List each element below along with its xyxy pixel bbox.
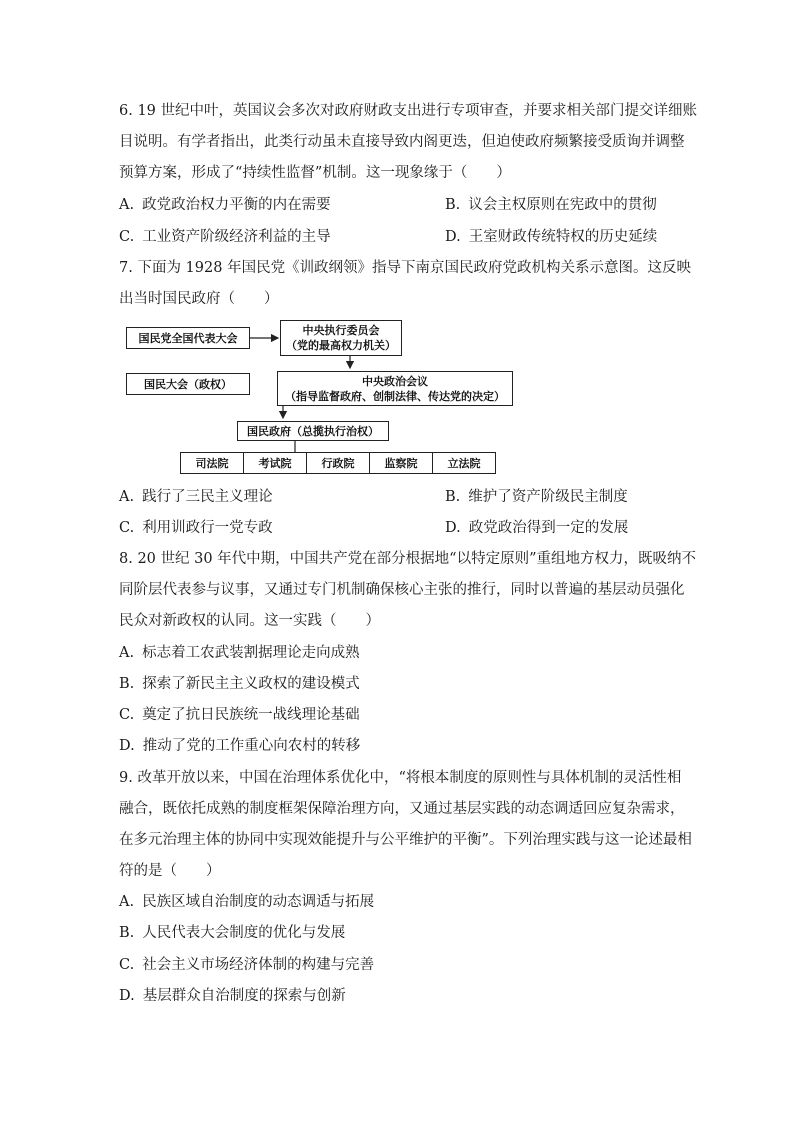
q7-option-d: D. 政党政治得到一定的发展	[445, 520, 629, 536]
q6-option-b: B. 议会主权原则在宪政中的贯彻	[445, 197, 657, 213]
q9-option-a: A. 民族区域自治制度的动态调适与拓展	[119, 894, 375, 910]
box-central-executive-committee: 中央执行委员会 （党的最高权力机关）	[280, 320, 402, 356]
q7-stem-line-2: 出当时国民政府（ ）	[119, 291, 279, 307]
box-control-yuan: 监察院	[370, 452, 433, 474]
q6-stem-line-3: 预算方案，形成了“持续性监督”机制。这一现象缘于（ ）	[119, 165, 511, 181]
q6-option-d: D. 王室财政传统特权的历史延续	[445, 229, 658, 245]
q9-stem-line-3: 在多元治理主体的协同中实现效能提升与公平维护的平衡”。下列治理实践与这一论述最相	[119, 832, 692, 848]
box-citizens-congress: 国民大会（政权）	[126, 373, 250, 395]
q7-option-c: C. 利用训政行一党专政	[119, 520, 273, 536]
q9-option-b: B. 人民代表大会制度的优化与发展	[119, 925, 346, 941]
q9-option-c: C. 社会主义市场经济体制的构建与完善	[119, 957, 375, 973]
q8-option-c: C. 奠定了抗日民族统一战线理论基础	[119, 707, 360, 723]
q8-option-d: D. 推动了党的工作重心向农村的转移	[119, 738, 361, 754]
q9-stem-line-4: 符的是（ ）	[119, 863, 221, 879]
q8-stem-line-1: 8. 20 世纪 30 年代中期，中国共产党在部分根据地“以特定原则”重组地方权力，既吸纳不	[119, 551, 696, 567]
five-yuan-row	[180, 452, 496, 474]
q8-stem-line-2: 同阶层代表参与议事，又通过专门机制确保核心主张的推行，同时以普遍的基层动员强化	[119, 582, 685, 598]
q9-stem-line-1: 9. 改革开放以来，中国在治理体系优化中，“将根本制度的原则性与具体机制的灵活性相	[119, 770, 682, 786]
box-national-government: 国民政府（总揽执行治权）	[237, 421, 389, 441]
q9-option-d: D. 基层群众自治制度的探索与创新	[119, 988, 346, 1004]
q7-option-a: A. 践行了三民主义理论	[119, 489, 273, 505]
box-legislative-yuan: 立法院	[433, 452, 496, 474]
box-national-congress: 国民党全国代表大会	[126, 327, 250, 349]
box-examination-yuan: 考试院	[244, 452, 307, 474]
q7-option-b: B. 维护了资产阶级民主制度	[445, 489, 628, 505]
box-executive-yuan: 行政院	[307, 452, 370, 474]
box-judicial-yuan: 司法院	[180, 452, 244, 474]
q7-stem-line-1: 7. 下面为 1928 年国民党《训政纲领》指导下南京国民政府党政机构关系示意图。这反映	[119, 260, 692, 276]
q6-stem-line-1: 6. 19 世纪中叶，英国议会多次对政府财政支出进行专项审查，并要求相关部门提交详细账	[119, 103, 697, 119]
q8-option-a: A. 标志着工农武装割据理论走向成熟	[119, 645, 360, 661]
q9-stem-line-2: 融合，既依托成熟的制度框架保障治理方向，又通过基层实践的动态调适回应复杂需求，	[119, 801, 685, 817]
q6-option-a: A. 政党政治权力平衡的内在需要	[119, 197, 331, 213]
q8-option-b: B. 探索了新民主主义政权的建设模式	[119, 676, 360, 692]
party-government-structure-diagram	[119, 318, 519, 480]
q8-stem-line-3: 民众对新政权的认同。这一实践（ ）	[119, 613, 380, 629]
q6-stem-line-2: 目说明。有学者指出，此类行动虽未直接导致内阁更迭，但迫使政府频繁接受质询并调整	[119, 134, 685, 150]
box-central-political-council: 中央政治会议 （指导监督政府、创制法律、传达党的决定）	[277, 371, 513, 406]
q6-option-c: C. 工业资产阶级经济利益的主导	[119, 229, 331, 245]
